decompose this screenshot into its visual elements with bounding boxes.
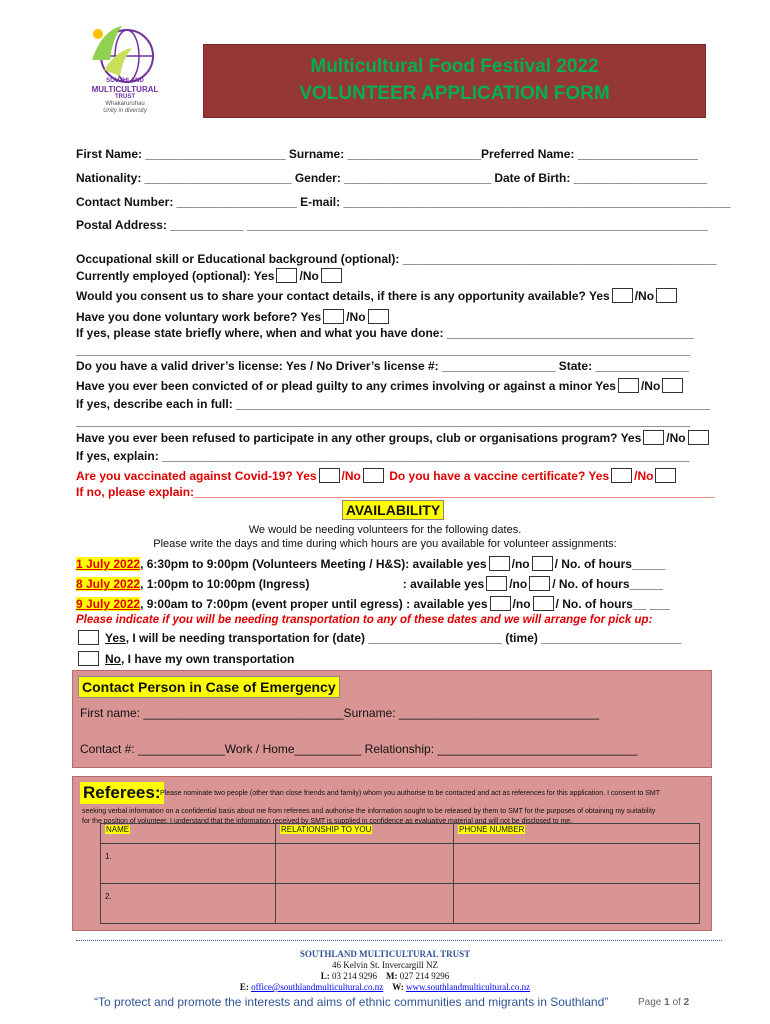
name-line[interactable]: First Name: _____________________ Surname: ____________________Preferred Name: __________________ [76,147,698,161]
referee-2-phone[interactable] [454,884,700,924]
conviction-details-line[interactable]: If yes, describe each in full: _______________________________________________________________________ [76,397,710,411]
consent-yes-checkbox[interactable] [612,288,633,303]
volunteer-question: Have you done voluntary work before? Yes [76,310,322,324]
referee-1-name[interactable]: 1. [101,844,276,884]
date-1: 1 July 2022 [76,557,141,571]
web-label: W: [392,982,404,992]
volunteer-no-checkbox[interactable] [368,309,389,324]
time-3: , 9:00am to 7:00pm (event proper until egress) : available yes [140,597,488,611]
transport-no-line [76,651,294,667]
transport-no-label: No [105,652,121,666]
landline-label: L: [320,971,330,981]
date3-yes-checkbox[interactable] [490,596,511,611]
referees-table [100,823,700,924]
referees-text-2: seeking verbal information on a confidential basis about me from referees and authorise the information sought to be released by them to SMT for the purposes of obtaining my suitability [82,808,656,815]
employed-yes-checkbox[interactable] [276,268,297,283]
email-link[interactable]: office@southlandmulticultural.co.nz [251,982,384,992]
refused-line [76,430,711,446]
emergency-contact-line[interactable]: Contact #: _____________Work / Home__________ Relationship: ______________________________ [80,742,638,756]
date3-no-label: /no [512,597,531,611]
volunteer-details-line-2[interactable]: ____________________________________________________________________________________________ [76,343,690,357]
form-title: VOLUNTEER APPLICATION FORM [299,83,610,104]
page-of: of [669,997,684,1008]
time-2: , 1:00pm to 10:00pm (Ingress) : available yes [140,577,485,591]
employed-no-checkbox[interactable] [321,268,342,283]
footer-contacts [0,981,770,993]
employed-line [76,268,344,284]
covid-yes-checkbox[interactable] [319,468,340,483]
logo-tagline: Whakaruruhau [105,101,145,107]
transport-yes-label: Yes [105,631,126,645]
date3-no-checkbox[interactable] [533,596,554,611]
footer-address: 46 Kelvin St. Invercargill NZ [331,960,439,970]
referee-2-relationship[interactable] [276,884,454,924]
logo-text-southland: SOUTHLAND [106,78,144,84]
date2-no-label: /no [509,577,528,591]
referees-heading: Referees: [80,782,164,804]
col-relationship: RELATIONSHIP TO YOU [281,825,372,834]
mobile-label: M: [386,971,398,981]
certificate-no-checkbox[interactable] [655,468,676,483]
date3-hours[interactable]: / No. of hours__ ___ [555,597,670,611]
logo-text-multicultural: MULTICULTURAL [91,85,159,94]
referee-1-phone[interactable] [454,844,700,884]
volunteer-details-line[interactable]: If yes, please state briefly where, when and what you have done: _____________________________________ [76,326,694,340]
page-current: 1 [664,997,670,1008]
page-number [638,997,689,1008]
transport-yes-line [76,630,681,646]
contact-line[interactable]: Contact Number: __________________ E-mail: __________________________________________________________ [76,195,731,209]
date2-no-checkbox[interactable] [529,576,550,591]
volunteer-no-label: /No [346,310,366,324]
transport-no-checkbox[interactable] [78,651,99,666]
covid-no-label: /No [341,469,361,483]
covid-question: Are you vaccinated against Covid-19? Yes [76,469,317,483]
consent-no-label: /No [634,289,655,303]
refused-yes-checkbox[interactable] [643,430,664,445]
availability-row-3 [76,596,670,612]
date1-no-checkbox[interactable] [532,556,553,571]
website-link[interactable]: www.southlandmulticultural.co.nz [405,982,531,992]
date-2: 8 July 2022 [76,577,141,591]
date1-no-label: /no [511,557,530,571]
consent-no-checkbox[interactable] [656,288,677,303]
emergency-name-line[interactable]: First name: ______________________________Surname: ______________________________ [80,706,600,720]
footer-org: SOUTHLAND MULTICULTURAL TRUST [299,949,471,959]
referee-2-name[interactable]: 2. [101,884,276,924]
conviction-yes-checkbox[interactable] [618,378,639,393]
conviction-no-label: /No [640,379,661,393]
volunteer-line [76,309,391,325]
availability-row-2 [76,576,663,592]
availability-heading: AVAILABILITY [342,500,444,520]
table-row[interactable] [101,884,700,924]
footer-divider [76,940,722,941]
date1-yes-checkbox[interactable] [489,556,510,571]
date1-hours[interactable]: / No. of hours_____ [554,557,666,571]
email-label: E: [239,982,249,992]
availability-subtitle: We would be needing volunteers for the following dates. [248,524,522,536]
date-3: 9 July 2022 [76,597,141,611]
certificate-no-label: /No [634,469,654,483]
trust-logo [82,20,164,114]
conviction-question: Have you ever been convicted of or plead guilty to any crimes involving or against a minor Yes [76,379,616,393]
transport-note: Please indicate if you will be needing transportation to any of these dates and we will arrange for pick up: [76,614,653,626]
mobile-value: 027 214 9296 [397,971,450,981]
referees-text-3: for the position of volunteer. I understand that the information received by SMT is supplied in confidence as evaluative material and will not be disclosed to me. [82,818,573,825]
landline-value: 03 214 9296 [329,971,377,981]
conviction-details-line-2[interactable]: ____________________________________________________________________________________________ [76,414,690,428]
availability-instructions: Please write the days and time during which hours are you available for volunteer assignments: [153,538,617,550]
employed-question: Currently employed (optional): Yes [76,269,275,283]
transport-no-text: , I have my own transportation [121,652,295,666]
page-label: Page [638,997,665,1008]
transport-yes-text[interactable]: , I will be needing transportation for (date) ____________________ (time) _____________________ [125,631,682,645]
refused-question: Have you ever been refused to participate in any other groups, club or organisations program? Yes [76,431,642,445]
license-line[interactable]: Do you have a valid driver’s license: Yes / No Driver’s license #: _________________ State: ______________ [76,359,689,373]
nationality-line[interactable]: Nationality: ______________________ Gender: ______________________ Date of Birth: ____________________ [76,171,708,185]
volunteer-yes-checkbox[interactable] [323,309,344,324]
table-header-row [101,824,700,844]
covid-no-checkbox[interactable] [363,468,384,483]
page-total: 2 [683,997,690,1008]
certificate-yes-checkbox[interactable] [611,468,632,483]
covid-explain-line[interactable]: If no, please explain:______________________________________________________________________________ [76,485,715,499]
col-phone: PHONE NUMBER [459,825,525,834]
footer-motto: “To protect and promote the interests and aims of ethnic communities and migrants in Southland” [94,995,609,1009]
date2-yes-checkbox[interactable] [486,576,507,591]
col-name: NAME [106,825,130,834]
event-title: Multicultural Food Festival 2022 [310,56,599,77]
emergency-heading: Contact Person in Case of Emergency [78,676,340,698]
transport-yes-checkbox[interactable] [78,630,99,645]
date2-hours[interactable]: / No. of hours_____ [552,577,663,591]
consent-question: Would you consent us to share your contact details, if there is any opportunity available? Yes [76,289,610,303]
refused-no-label: /No [666,431,686,445]
availability-row-1 [76,556,665,572]
table-row[interactable] [101,844,700,884]
refused-explain-line[interactable]: If yes, explain: _______________________________________________________________________________ [76,449,690,463]
employed-no-label: /No [299,269,319,283]
time-1: , 6:30pm to 9:00pm (Volunteers Meeting / H&S): available yes [140,557,487,571]
title-banner [203,44,706,118]
certificate-question: Do you have a vaccine certificate? Yes [385,469,610,483]
logo-tagline-2: Unity in diversity [103,108,147,114]
logo-text-trust: TRUST [115,94,135,100]
postal-address-line[interactable]: Postal Address: ___________ _____________________________________________________________________ [76,218,708,232]
referee-1-relationship[interactable] [276,844,454,884]
occupation-line[interactable]: Occupational skill or Educational background (optional): _______________________________________________ [76,252,717,266]
refused-no-checkbox[interactable] [688,430,709,445]
covid-line [76,468,678,484]
consent-line [76,288,679,304]
referees-text-1: Please nominate two people (other than close friends and family) whom you authorise to be contacted and act as references for this application. I consent to SMT [160,790,660,797]
conviction-no-checkbox[interactable] [662,378,683,393]
conviction-line [76,378,685,394]
